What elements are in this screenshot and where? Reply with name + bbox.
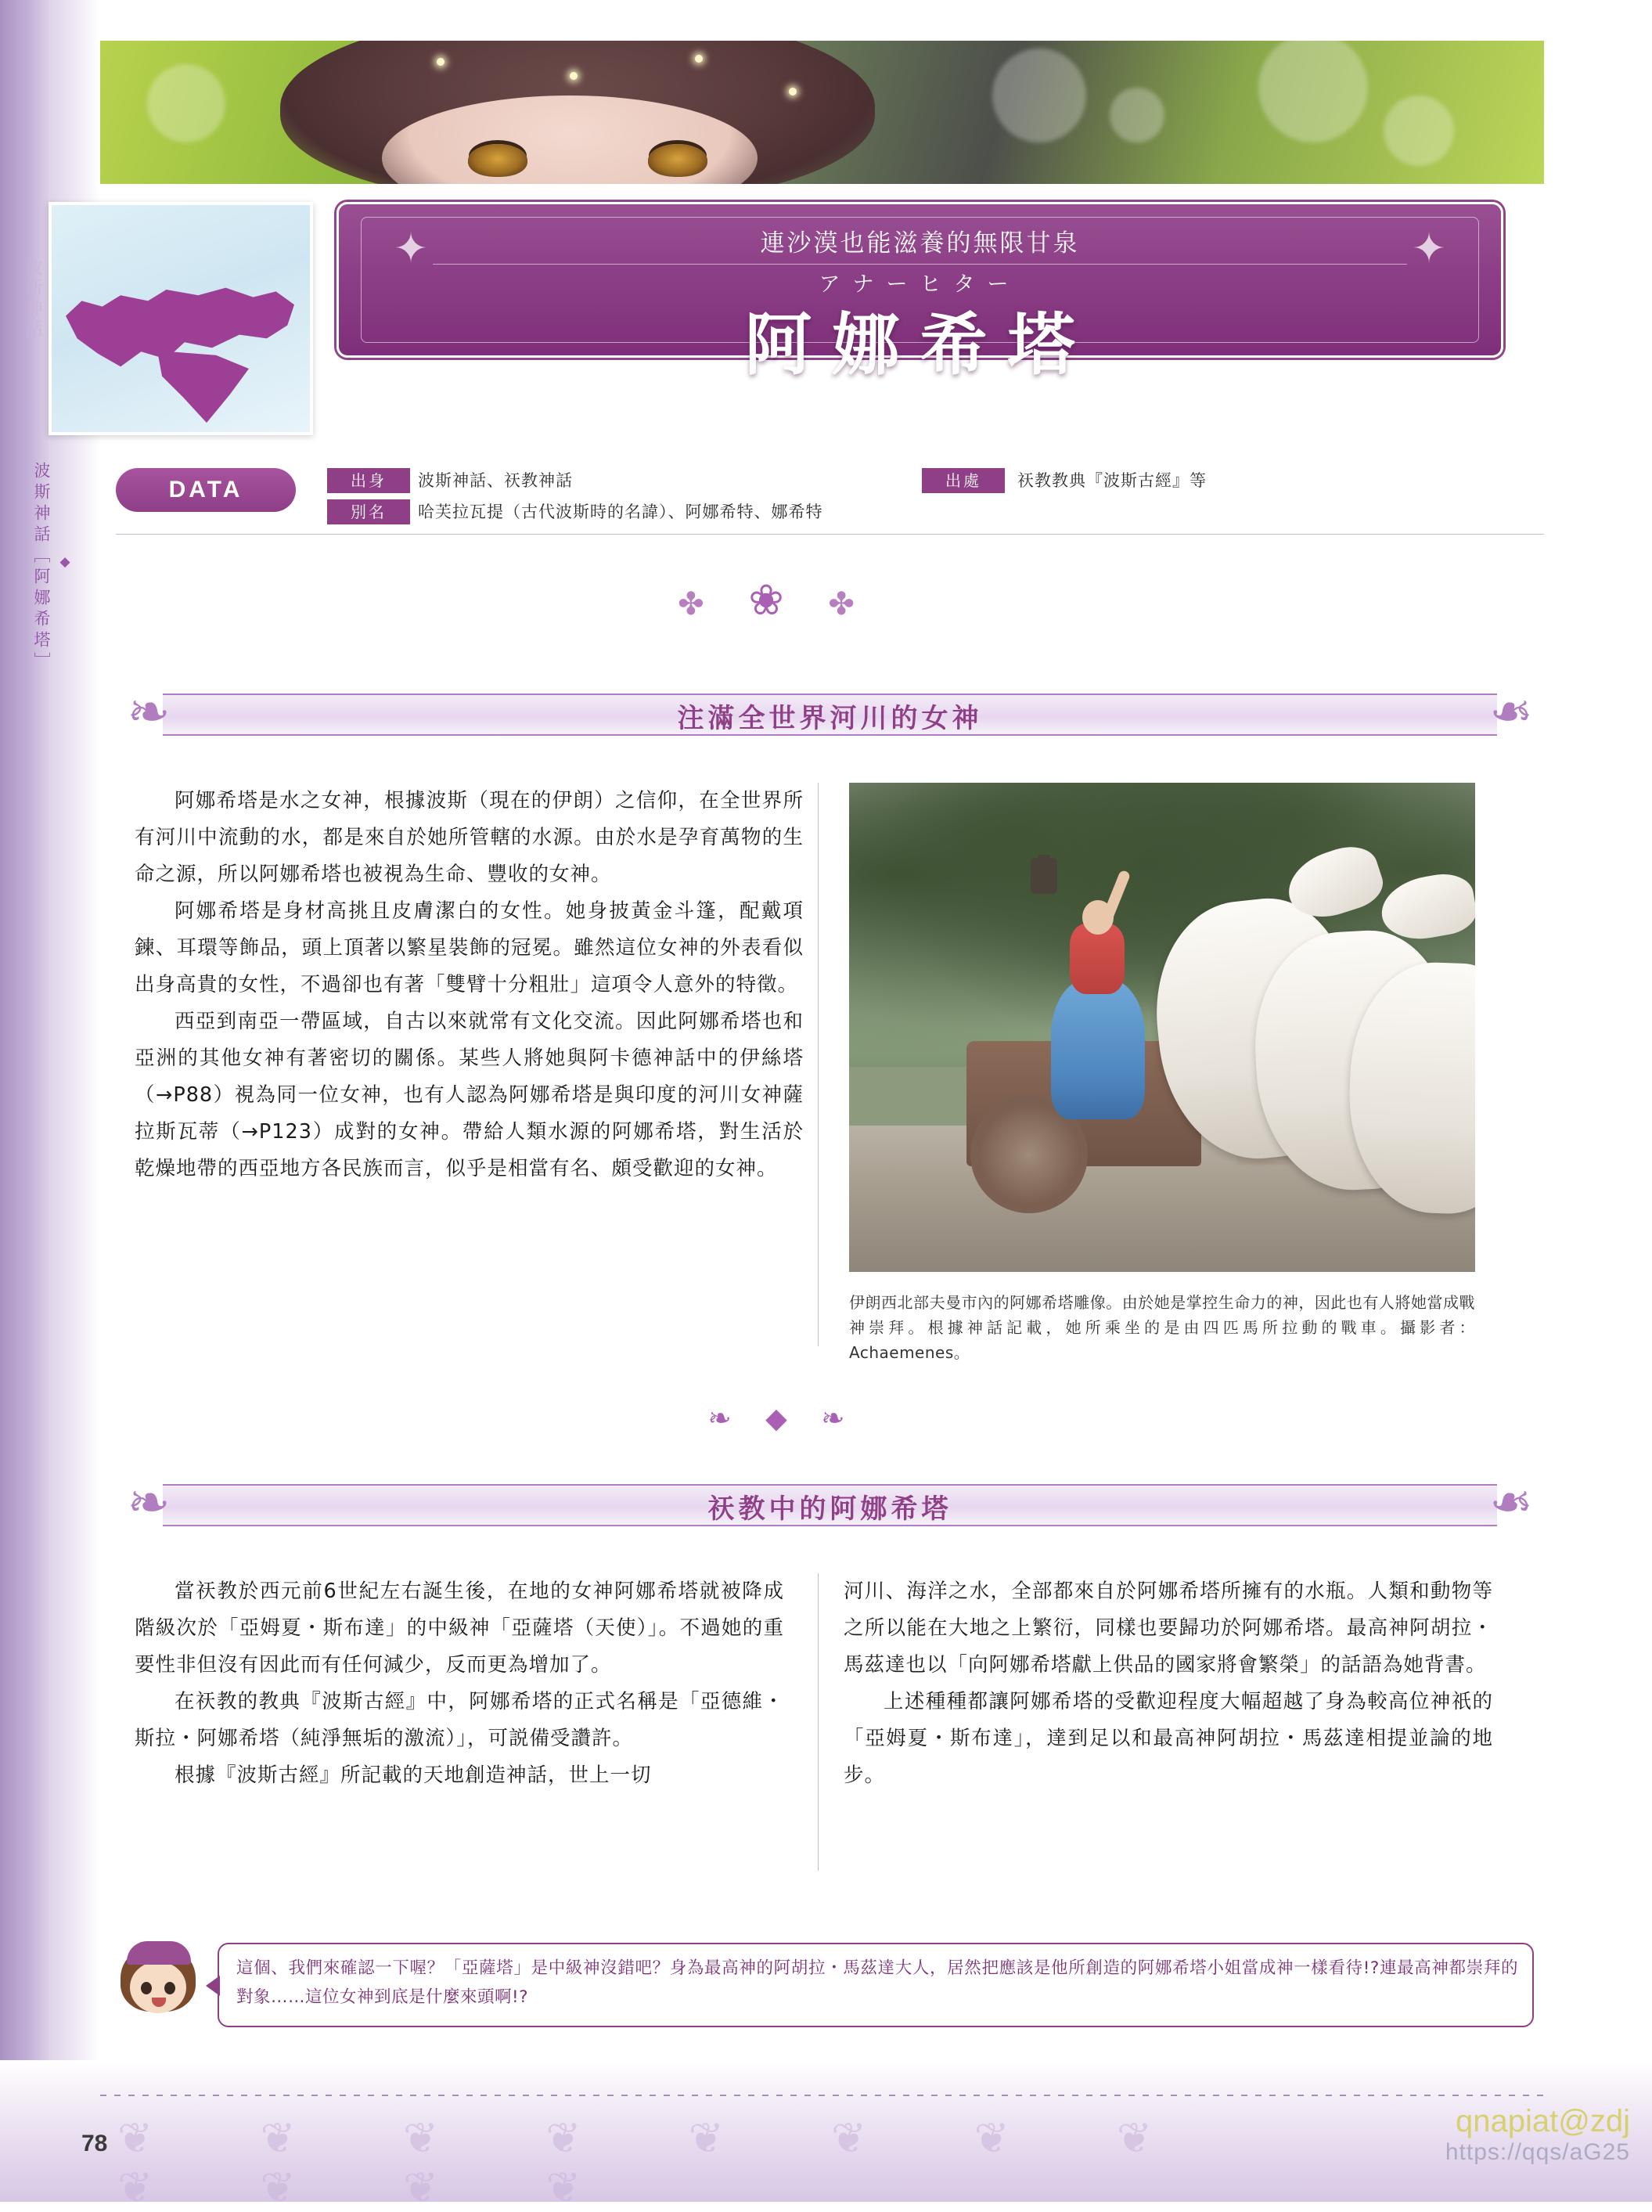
watermark-line-2: https://qqs/aG25 bbox=[1445, 2139, 1630, 2165]
footer-ornament: ❦ ❦ ❦ ❦ ❦ ❦ ❦ ❦ ❦ ❦ ❦ ❦ bbox=[117, 2113, 1200, 2212]
data-badge: DATA bbox=[116, 468, 296, 512]
comment-block bbox=[116, 1941, 1544, 2029]
flourish-left-icon: ✦ bbox=[394, 225, 428, 272]
paragraph: 在祆教的教典『波斯古經』中，阿娜希塔的正式名稱是「亞德維・斯拉・阿娜希塔（純淨無垢的激流）」，可説備受讚許。 bbox=[135, 1690, 784, 1750]
watermark bbox=[1301, 2104, 1630, 2190]
side-tab-text: 波斯神話［阿娜希塔］ bbox=[32, 462, 51, 673]
region-map bbox=[49, 202, 313, 435]
chibi-character-icon bbox=[116, 1941, 200, 2026]
mid-diamond-icon: ◆ bbox=[765, 1403, 800, 1435]
title-plate bbox=[337, 202, 1503, 384]
paragraph: 阿娜希塔是水之女神，根據波斯（現在的伊朗）之信仰，在全世界所有河川中流動的水，都是來自於她所管轄的水源。由於水是孕育萬物的生命之源，所以阿娜希塔也被視為生命、豐收的女神。 bbox=[135, 789, 804, 886]
mid-divider bbox=[689, 1401, 876, 1437]
photo-lamp-post bbox=[1031, 858, 1057, 894]
data-tag-alias: 別名 bbox=[327, 499, 410, 524]
column-divider-2 bbox=[818, 1573, 819, 1871]
character-eye-right bbox=[648, 144, 707, 177]
watermark-line-1: qnapiat@zdj bbox=[1456, 2104, 1630, 2138]
data-value-origin: 波斯神話、祆教神話 bbox=[418, 471, 573, 490]
section-curl-left-icon: ❧ bbox=[127, 682, 171, 742]
side-ghost-text: 波斯神話 bbox=[23, 258, 42, 340]
title-subtitle: 連沙漠也能滋養的無限甘泉 bbox=[760, 229, 1080, 258]
footer-dotted-rule bbox=[100, 2095, 1548, 2096]
header-illustration bbox=[100, 41, 1544, 184]
flourish-right-icon: ✦ bbox=[1412, 225, 1446, 272]
comment-text: 這個、我們來確認一下喔？「亞薩塔」是中級神沒錯吧？身為最高神的阿胡拉・馬茲達大人，居然把應該是他所創造的阿娜希塔小姐當成神一樣看待!?連最高神都崇拜的對象……這位女神到底是什麼來頭啊!? bbox=[236, 1958, 1518, 2007]
data-value-alias: 哈芙拉瓦提（古代波斯時的名諱）、阿娜希特、娜希特 bbox=[418, 503, 823, 521]
mid-curl-left-icon: ❧ bbox=[707, 1403, 744, 1435]
page-title: 阿娜希塔 bbox=[744, 306, 1096, 384]
side-tab-diamond-icon: ◆ bbox=[57, 554, 73, 575]
side-tab-label bbox=[32, 462, 77, 673]
paragraph: 根據『波斯古經』所記載的天地創造神話，世上一切 bbox=[175, 1763, 652, 1787]
comment-balloon bbox=[218, 1943, 1534, 2027]
section-header-2 bbox=[116, 1472, 1544, 1533]
paragraph: 阿娜希塔是身材高挑且皮膚潔白的女性。她身披黃金斗篷，配戴項鍊、耳環等飾品，頭上頂著以繁星裝飾的冠冕。雖然這位女神的外表看似出身高貴的女性，不過卻也有著「雙臂十分粗壯」這項令人意外的特徵。 bbox=[135, 899, 804, 996]
section-header-2-title: 祆教中的阿娜希塔 bbox=[707, 1493, 952, 1525]
data-tag-origin: 出身 bbox=[327, 468, 410, 493]
photo-caption: 伊朗西北部夫曼市內的阿娜希塔雕像。由於她是掌控生命力的神，因此也有人將她當成戰神崇拜。根據神話記載，她所乘坐的是由四匹馬所拉動的戰車。攝影者：Achaemenes。 bbox=[849, 1293, 1475, 1362]
title-divider bbox=[433, 264, 1407, 265]
section-curl-right-icon: ❧ bbox=[1489, 682, 1533, 742]
section-header-1 bbox=[116, 682, 1544, 742]
data-value-source: 祆教教典『波斯古經』等 bbox=[1017, 471, 1207, 490]
balloon-tail bbox=[206, 1976, 220, 1996]
statue-photo bbox=[849, 783, 1475, 1272]
flower-center-icon: ❀ bbox=[748, 575, 801, 625]
paragraph: 上述種種都讓阿娜希塔的受歡迎程度大幅超越了身為較高位神祇的「亞姆夏・斯布達」，達到足以和最高神阿胡拉・馬茲達相提並論的地步。 bbox=[844, 1690, 1493, 1787]
section-2-body-right bbox=[844, 1573, 1493, 1794]
title-kana: アナーヒター bbox=[819, 272, 1021, 297]
photo-figure-head bbox=[1082, 900, 1114, 935]
petal-left-icon: ✤ bbox=[678, 586, 722, 622]
character-eye-left bbox=[468, 144, 527, 177]
data-tag-source: 出處 bbox=[922, 468, 1005, 493]
data-bottom-rule bbox=[116, 534, 1544, 535]
paragraph: 河川、海洋之水，全部都來自於阿娜希塔所擁有的水瓶。人類和動物等之所以能在大地之上繁衍，同樣也要歸功於阿娜希塔。最高神阿胡拉・馬茲達也以「向阿娜希塔獻上供品的國家將會繁榮」的話語為她背書。 bbox=[844, 1580, 1493, 1677]
column-divider-1 bbox=[818, 783, 819, 1346]
section-2-body-left bbox=[135, 1573, 784, 1794]
section-curl-right-icon: ❧ bbox=[1489, 1472, 1533, 1533]
photo-figure-dress bbox=[1051, 978, 1145, 1119]
petal-right-icon: ✤ bbox=[828, 586, 872, 622]
section-header-1-title: 注滿全世界河川的女神 bbox=[677, 703, 983, 734]
page-number: 78 bbox=[81, 2131, 108, 2156]
section-curl-left-icon: ❧ bbox=[127, 1472, 171, 1533]
flower-divider bbox=[610, 557, 939, 643]
paragraph: 當祆教於西元前6世紀左右誕生後，在地的女神阿娜希塔就被降成階級次於「亞姆夏・斯布達」的中級神「亞薩塔（天使）」。不過她的重要性非但沒有因此而有任何減少，反而更為增加了。 bbox=[135, 1580, 784, 1677]
section-1-body bbox=[135, 783, 804, 1187]
paragraph: 西亞到南亞一帶區域，自古以來就常有文化交流。因此阿娜希塔也和亞洲的其他女神有著密切的關係。某些人將她與阿卡德神話中的伊絲塔（→P88）視為同一位女神，也有人認為阿娜希塔是與印度的河川女神薩拉斯瓦蒂（→P123）成對的女神。帶給人類水源的阿娜希塔，對生活於乾燥地帶的西亞地方各民族而言，似乎是相當有名、頗受歡迎的女神。 bbox=[135, 1010, 804, 1180]
mid-curl-right-icon: ❧ bbox=[821, 1403, 858, 1435]
